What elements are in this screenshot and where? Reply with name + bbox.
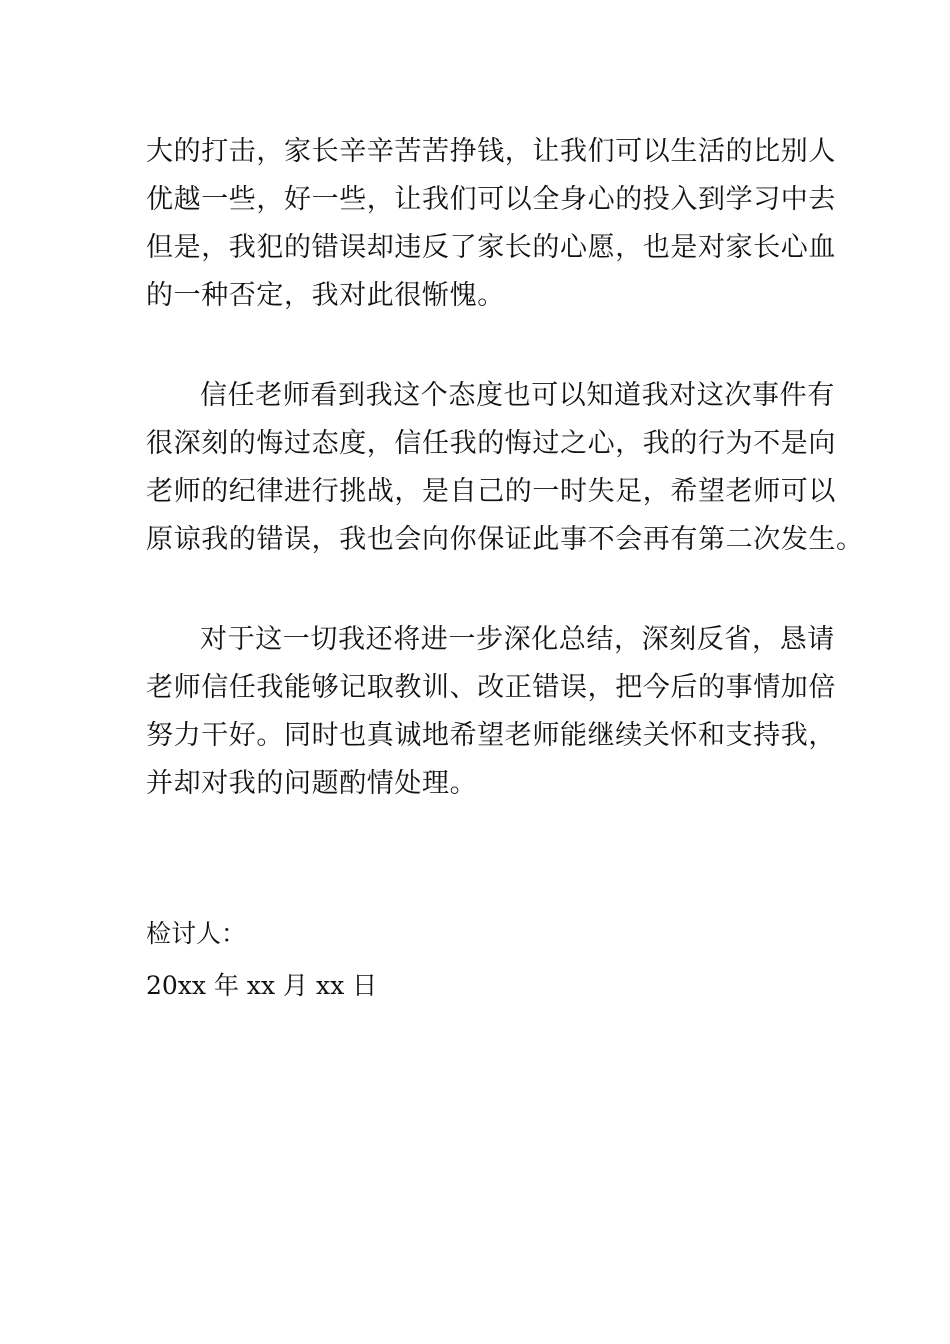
signature-date: 20xx 年 xx 月 xx 日 [146, 971, 378, 1000]
paragraph-line: 优越一些，好一些，让我们可以全身心的投入到学习中去 [146, 184, 836, 215]
paragraph-line: 的一种否定，我对此很惭愧。 [146, 280, 505, 311]
paragraph-1 [146, 128, 836, 320]
paragraph-spacer [146, 320, 811, 372]
paragraph-line: 很深刻的悔过态度，信任我的悔过之心，我的行为不是向 [146, 428, 836, 459]
paragraph-2 [146, 372, 864, 564]
paragraph-spacer [146, 564, 811, 616]
signature-block [146, 908, 811, 1012]
paragraph-line: 老师信任我能够记取教训、改正错误，把今后的事情加倍 [146, 672, 836, 703]
paragraph-line: 但是，我犯的错误却违反了家长的心愿，也是对家长心血 [146, 232, 836, 263]
paragraph-line: 大的打击，家长辛辛苦苦挣钱，让我们可以生活的比别人 [146, 136, 836, 167]
author-label: 检讨人： [146, 919, 247, 948]
signature-spacer [146, 808, 811, 908]
paragraph-line: 并却对我的问题酌情处理。 [146, 768, 478, 799]
paragraph-3 [146, 616, 836, 808]
paragraph-line: 信任老师看到我这个态度也可以知道我对这次事件有 [200, 380, 835, 411]
paragraph-line: 老师的纪律进行挑战，是自己的一时失足，希望老师可以 [146, 476, 836, 507]
paragraph-line: 努力干好。同时也真诚地希望老师能继续关怀和支持我， [146, 720, 836, 751]
paragraph-line: 原谅我的错误，我也会向你保证此事不会再有第二次发生。 [146, 524, 864, 555]
paragraph-line: 对于这一切我还将进一步深化总结，深刻反省，恳请 [200, 624, 835, 655]
document-body [146, 128, 864, 1012]
